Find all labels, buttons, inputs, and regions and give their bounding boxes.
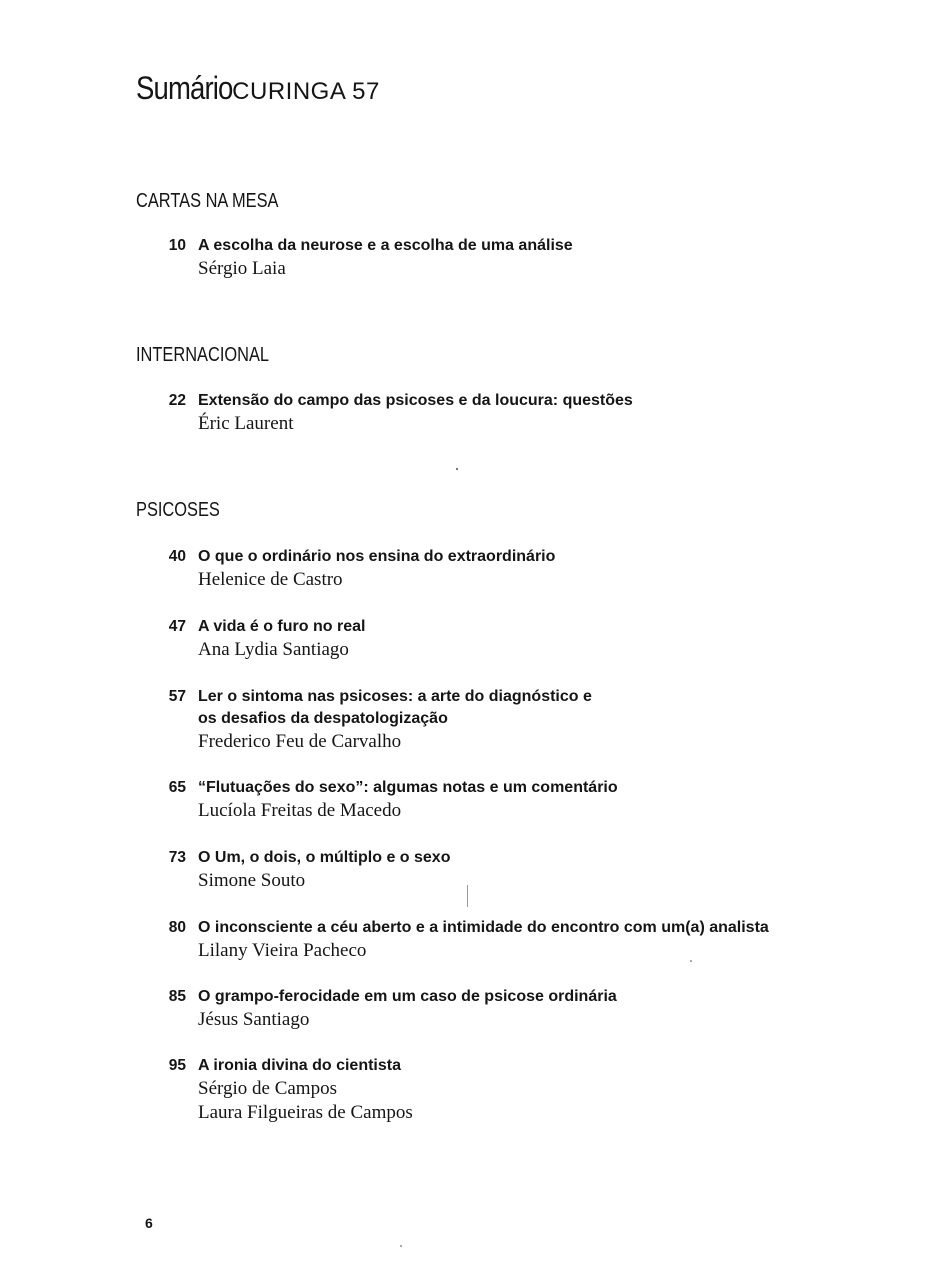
entry-page-number: 73 (168, 849, 186, 866)
toc-entry[interactable] (160, 546, 880, 592)
entry-title: O inconsciente a céu aberto e a intimidade do encontro com um(a) analista (198, 919, 769, 936)
scan-scratch (467, 885, 468, 907)
entry-author: Lucíola Freitas de Macedo (198, 800, 402, 821)
entry-page-number: 47 (168, 618, 186, 635)
entry-title: A vida é o furo no real (198, 618, 366, 635)
entry-author: Lilany Vieira Pacheco (198, 940, 367, 961)
entry-author: Sérgio Laia (198, 258, 286, 279)
entry-title-line-2: os desafios da despatologização (198, 710, 448, 727)
entry-page-number: 95 (168, 1057, 186, 1074)
toc-entry[interactable] (160, 917, 880, 963)
scan-speck (456, 468, 458, 470)
entry-page-number: 57 (168, 688, 186, 705)
scan-speck (400, 1245, 402, 1247)
entry-author: Éric Laurent (198, 413, 294, 434)
title-issue: CURINGA 57 (232, 78, 380, 105)
entry-page-number: 85 (168, 988, 186, 1005)
entry-author: Laura Filgueiras de Campos (198, 1102, 413, 1123)
entry-title: O que o ordinário nos ensina do extraordinário (198, 548, 556, 565)
page-title (136, 72, 380, 104)
entry-page-number: 40 (168, 548, 186, 565)
entry-title-line-1: Ler o sintoma nas psicoses: a arte do diagnóstico e (198, 688, 592, 705)
entry-title: A ironia divina do cientista (198, 1057, 401, 1074)
toc-entry[interactable] (160, 235, 880, 281)
entry-author: Ana Lydia Santiago (198, 639, 349, 660)
section-heading-internacional: INTERNACIONAL (136, 344, 270, 366)
entry-author: Jésus Santiago (198, 1009, 310, 1030)
title-sumario: Sumário (136, 70, 233, 106)
entry-author: Simone Souto (198, 870, 306, 891)
section-heading-cartas-na-mesa: CARTAS NA MESA (136, 190, 279, 212)
scan-speck (690, 960, 692, 962)
entry-page-number: 22 (168, 392, 186, 409)
toc-entry[interactable] (160, 986, 880, 1032)
entry-page-number: 65 (168, 779, 186, 796)
entry-author: Sérgio de Campos (198, 1078, 337, 1099)
toc-entry[interactable] (160, 616, 880, 662)
toc-entry[interactable] (160, 390, 880, 436)
entry-title: O Um, o dois, o múltiplo e o sexo (198, 849, 451, 866)
entry-page-number: 10 (168, 237, 186, 254)
entry-title: O grampo-ferocidade em um caso de psicose ordinária (198, 988, 617, 1005)
toc-entry[interactable] (160, 686, 880, 754)
page-number: 6 (145, 1215, 153, 1231)
entry-title: “Flutuações do sexo”: algumas notas e um comentário (198, 779, 618, 796)
toc-entry[interactable] (160, 847, 880, 893)
entry-title: A escolha da neurose e a escolha de uma análise (198, 237, 573, 254)
entry-title: Extensão do campo das psicoses e da loucura: questões (198, 392, 633, 409)
section-heading-psicoses: PSICOSES (136, 499, 220, 521)
toc-entry[interactable] (160, 1055, 880, 1125)
entry-author: Frederico Feu de Carvalho (198, 731, 402, 752)
entry-author: Helenice de Castro (198, 569, 343, 590)
entry-page-number: 80 (168, 919, 186, 936)
toc-entry[interactable] (160, 777, 880, 823)
